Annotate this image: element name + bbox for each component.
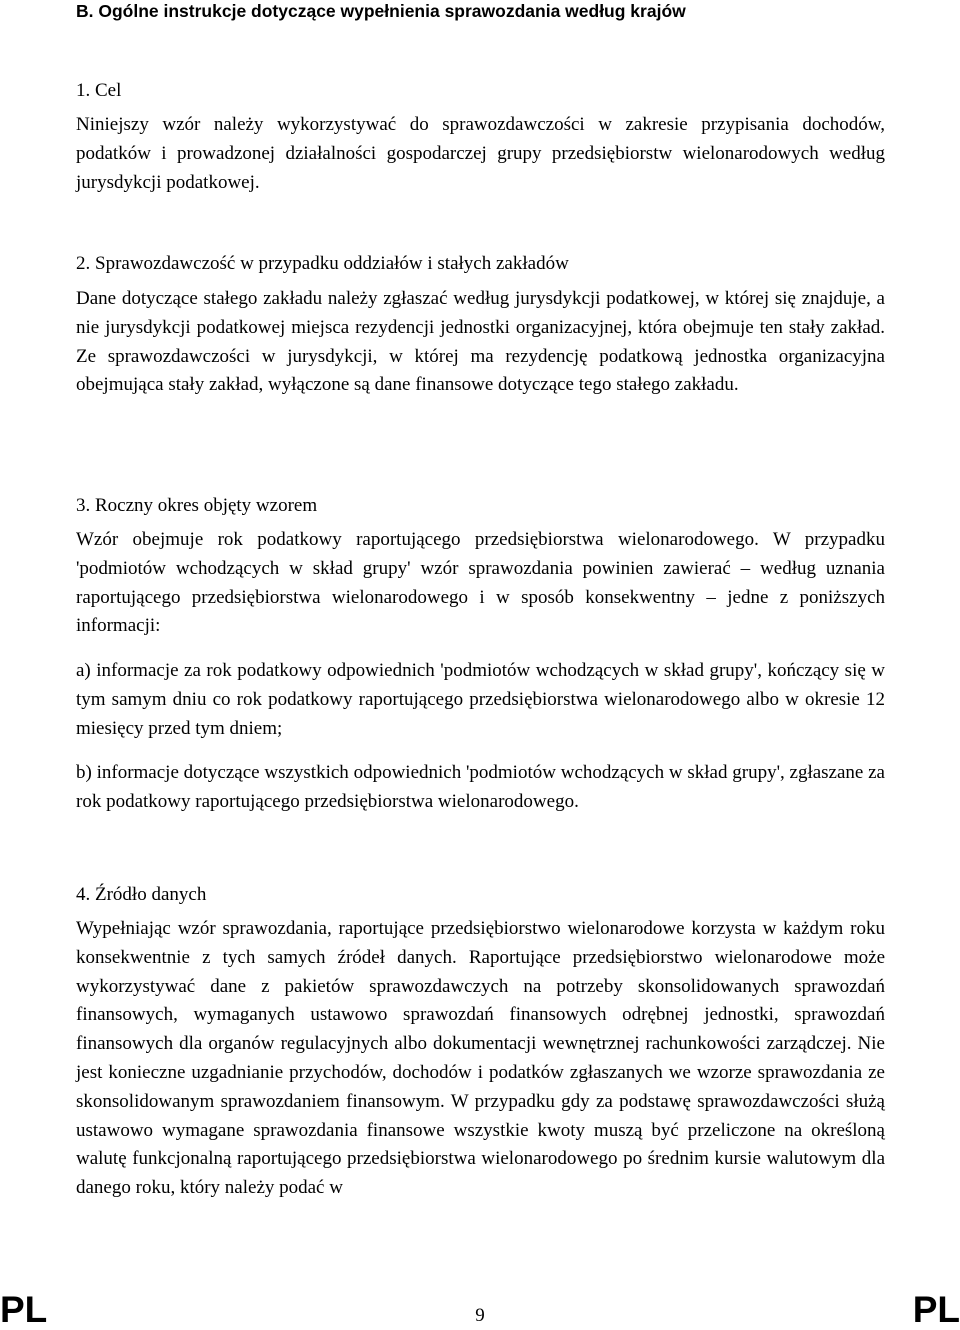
- footer-language-code-right: PL: [912, 1289, 960, 1330]
- section-title-cel: 1. Cel: [76, 80, 122, 101]
- list-item-a: a) informacje za rok podatkowy odpowiednich 'podmiotów wchodzących w skład grupy', kończący się w tym samym dniu co rok podatkowy raportującego przedsiębiorstwa wielonarodowego albo w okresie 12 miesięcy przed tym dniem;: [76, 660, 885, 739]
- section-title-roczny-okres: 3. Roczny okres objęty wzorem: [76, 495, 318, 516]
- footer-language-code-left: PL: [0, 1289, 48, 1330]
- section-paragraph: Dane dotyczące stałego zakładu należy zgłaszać według jurysdykcji podatkowej, w której się znajduje, a nie jurysdykcji podatkowej miejsca rezydencji jednostki organizacyjnej, która obejmuje ten stały zakład. Ze sprawozdawczości w jurysdykcji, w której ma rezydencję podatkową jednostka organizacyjna obejmująca stały zakład, wyłączone są dane finansowe dotyczące tego stałego zakładu.: [76, 288, 885, 396]
- section-title-sprawozdawczosc: 2. Sprawozdawczość w przypadku oddziałów i stałych zakładów: [76, 253, 569, 274]
- section-paragraph: Niniejszy wzór należy wykorzystywać do sprawozdawczości w zakresie przypisania dochodów, podatków i prowadzonej działalności gospodarczej grupy przedsiębiorstw wielonarodowych według jurysdykcji podatkowej.: [76, 114, 885, 193]
- section-paragraph: Wypełniając wzór sprawozdania, raportujące przedsiębiorstwo wielonarodowe korzysta w każdym roku konsekwentnie z tych samych źródeł danych. Raportujące przedsiębiorstwo wielonarodowe może wykorzystywać dane z pakietów sprawozdawczych na potrzeby skonsolidowanych sprawozdań finansowych, wymaganych ustawowo sprawozdań finansowych odrębnej jednostki, sprawozdań finansowych dla organów regulacyjnych albo dokumentacji wewnętrznej rachunkowości zarządczej. Nie jest konieczne uzgadnianie przychodów, dochodów i podatków zgłaszanych we wzorze sprawozdania ze skonsolidowanym sprawozdaniem finansowym. W przypadku gdy za podstawę sprawozdawczości służą ustawowo wymagane sprawozdania finansowe wszystkie kwoty muszą być przeliczone na określoną walutę funkcjonalną raportującego przedsiębiorstwa wielonarodowego po średnim kursie walutowym dla danego roku, który należy podać w: [76, 918, 885, 1199]
- section-paragraph: Wzór obejmuje rok podatkowy raportującego przedsiębiorstwa wielonarodowego. W przypadku 'podmiotów wchodzących w skład grupy' wzór sprawozdania powinien zawierać – według uznania raportującego przedsiębiorstwa wielonarodowego i w sposób konsekwentny – jedne z poniższych informacji:: [76, 529, 885, 637]
- list-item-b: b) informacje dotyczące wszystkich odpowiednich 'podmiotów wchodzących w skład grupy', zgłaszane za rok podatkowy raportującego przedsiębiorstwa wielonarodowego.: [76, 762, 885, 812]
- document-heading: B. Ogólne instrukcje dotyczące wypełnienia sprawozdania według krajów: [76, 1, 686, 21]
- page-number: 9: [475, 1305, 485, 1326]
- section-title-zrodlo-danych: 4. Źródło danych: [76, 884, 207, 905]
